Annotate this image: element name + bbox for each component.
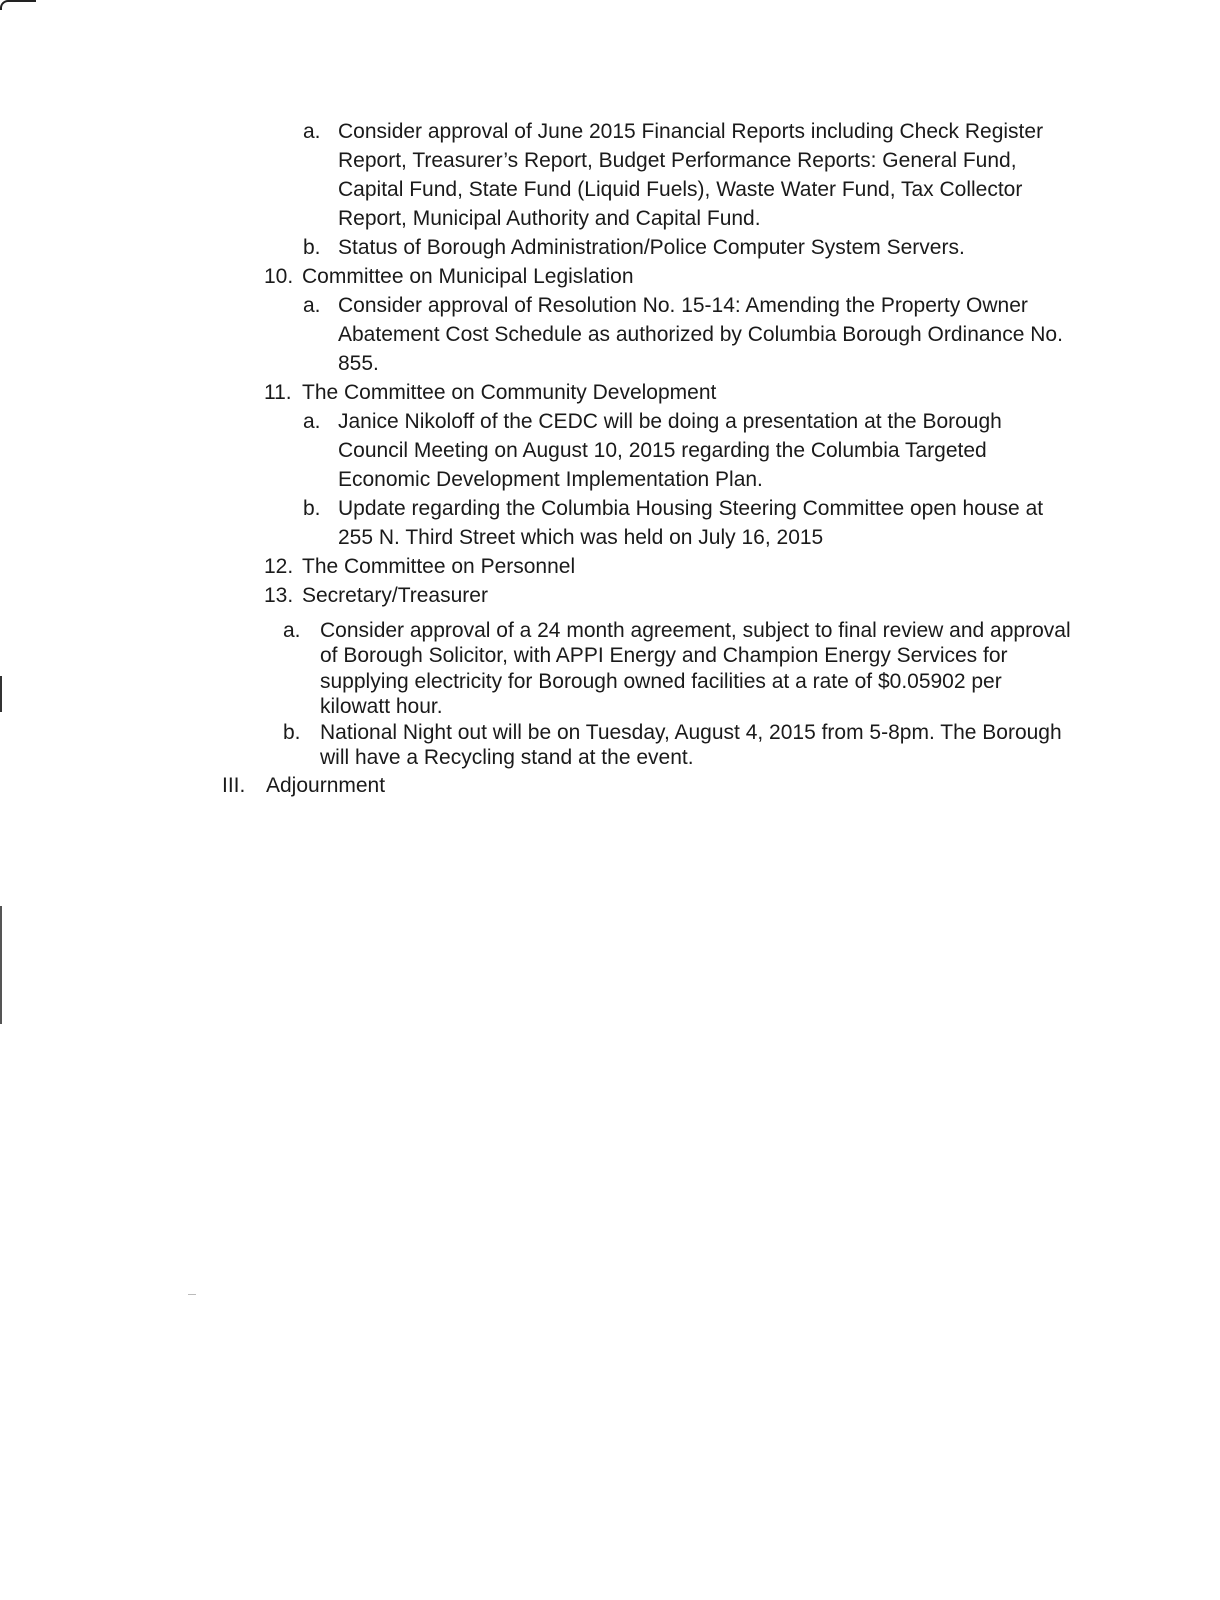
section-numeral: III. (222, 774, 246, 797)
text-line: Janice Nikoloff of the CEDC will be doing a presentation at the Borough (338, 410, 1002, 433)
list-marker: a. (283, 619, 301, 642)
item-number: 10. (264, 265, 294, 288)
text-line: Consider approval of Resolution No. 15-14: Amending the Property Owner (338, 294, 1028, 317)
text-line: National Night out will be on Tuesday, August 4, 2015 from 5-8pm. The Borough (320, 721, 1062, 744)
scan-edge-mark (0, 906, 2, 1024)
text-line: 855. (338, 352, 379, 375)
text-line: Status of Borough Administration/Police Computer System Servers. (338, 236, 965, 259)
section-title: Adjournment (266, 774, 386, 797)
list-marker: a. (303, 410, 321, 433)
text-line: Consider approval of a 24 month agreement, subject to final review and approval (320, 619, 1071, 642)
list-marker: b. (283, 721, 301, 744)
scan-edge-mark (0, 676, 2, 712)
item-number: 11. (264, 381, 292, 404)
text-line: 255 N. Third Street which was held on July 16, 2015 (338, 526, 824, 549)
list-marker: b. (303, 236, 321, 259)
list-marker: b. (303, 497, 321, 520)
item-number: 13. (264, 584, 294, 607)
text-line: of Borough Solicitor, with APPI Energy and Champion Energy Services for (320, 644, 1008, 667)
text-line: Council Meeting on August 10, 2015 regarding the Columbia Targeted (338, 439, 987, 462)
scan-speck (188, 1294, 196, 1295)
text-line: Update regarding the Columbia Housing Steering Committee open house at (338, 497, 1044, 520)
scan-corner-mark (0, 0, 36, 10)
text-line: will have a Recycling stand at the event. (320, 746, 694, 769)
item-title: The Committee on Community Development (302, 381, 717, 404)
item-number: 12. (264, 555, 294, 578)
text-line: kilowatt hour. (320, 695, 443, 718)
list-marker: a. (303, 120, 321, 143)
text-line: Abatement Cost Schedule as authorized by Columbia Borough Ordinance No. (338, 323, 1063, 346)
text-line: supplying electricity for Borough owned facilities at a rate of $0.05902 per (320, 670, 1002, 693)
text-line: Capital Fund, State Fund (Liquid Fuels), Waste Water Fund, Tax Collector (338, 178, 1023, 201)
text-line: Report, Municipal Authority and Capital Fund. (338, 207, 761, 230)
item-title: Committee on Municipal Legislation (302, 265, 634, 288)
text-line: Report, Treasurer’s Report, Budget Performance Reports: General Fund, (338, 149, 1017, 172)
list-marker: a. (303, 294, 321, 317)
text-line: Consider approval of June 2015 Financial Reports including Check Register (338, 120, 1044, 143)
item-title: The Committee on Personnel (302, 555, 576, 578)
text-line: Economic Development Implementation Plan. (338, 468, 763, 491)
item-title: Secretary/Treasurer (302, 584, 488, 607)
